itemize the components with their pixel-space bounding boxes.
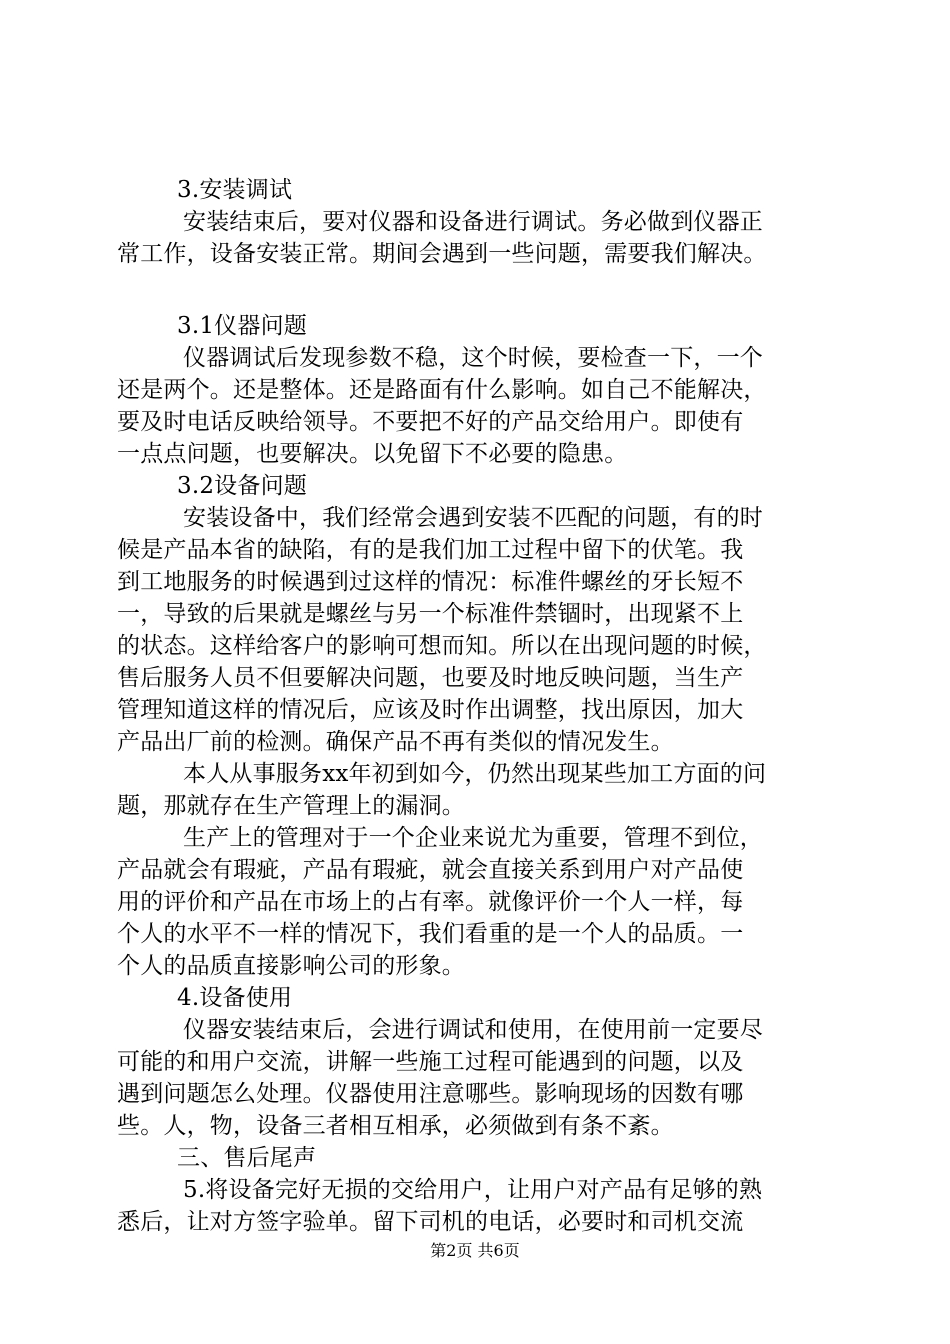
page-number: 第2页 共6页 [430,1241,520,1260]
paragraph-line: 产品出厂前的检测。确保产品不再有类似的情况发生。 [117,729,674,755]
paragraph-line: 生产上的管理对于一个企业来说尤为重要，管理不到位， [183,825,763,851]
paragraph-line: 还是两个。还是整体。还是路面有什么影响。如自己不能解决， [117,377,767,403]
paragraph-line: 安装结束后，要对仪器和设备进行调试。务必做到仪器正 [183,209,763,235]
paragraph-line: 管理知道这样的情况后，应该及时作出调整，找出原因，加大 [117,697,744,723]
paragraph-line: 一，导致的后果就是螺丝与另一个标准件禁锢时，出现紧不上 [117,601,744,627]
paragraph-line: 候是产品本省的缺陷，有的是我们加工过程中留下的伏笔。我 [117,537,744,563]
paragraph-line: 可能的和用户交流，讲解一些施工过程可能遇到的问题，以及 [117,1049,744,1075]
section-heading-4: 4.设备使用 [177,985,293,1011]
paragraph-line: 常工作，设备安装正常。期间会遇到一些问题，需要我们解决。 [117,241,767,267]
paragraph-line: 一点点问题，也要解决。以免留下不必要的隐患。 [117,441,628,467]
paragraph-line: 产品就会有瑕疵，产品有瑕疵，就会直接关系到用户对产品使 [117,857,744,883]
paragraph-gap [117,270,857,310]
paragraph-line: 售后服务人员不但要解决问题，也要及时地反映问题，当生产 [117,665,744,691]
paragraph-line: 悉后，让对方签字验单。留下司机的电话，必要时和司机交流 [117,1209,744,1235]
paragraph-line: 遇到问题怎么处理。仪器使用注意哪些。影响现场的因数有哪 [117,1081,744,1107]
paragraph-line: 本人从事服务xx年初到如今，仍然出现某些加工方面的问 [183,761,767,787]
paragraph-line: 到工地服务的时候遇到过这样的情况：标准件螺丝的牙长短不 [117,569,744,595]
paragraph-line: 个人的品质直接影响公司的形象。 [117,953,465,979]
section-heading-3-2: 3.2设备问题 [177,473,307,499]
page-footer [0,1240,950,1262]
paragraph-line: 的状态。这样给客户的影响可想而知。所以在出现问题的时候， [117,633,767,659]
paragraph-line: 安装设备中，我们经常会遇到安装不匹配的问题，有的时 [183,505,763,531]
paragraph-line: 仪器安装结束后，会进行调试和使用，在使用前一定要尽 [183,1017,763,1043]
part-heading-3: 三、售后尾声 [177,1145,317,1171]
paragraph-line: 题，那就存在生产管理上的漏洞。 [117,793,465,819]
paragraph-line: 要及时电话反映给领导。不要把不好的产品交给用户。即使有 [117,409,744,435]
section-heading-3: 3.安装调试 [177,177,293,203]
paragraph-line: 仪器调试后发现参数不稳，这个时候，要检查一下，一个 [183,345,763,371]
document-body [117,174,857,1238]
paragraph-line: 用的评价和产品在市场上的占有率。就像评价一个人一样，每 [117,889,744,915]
paragraph-line: 5.将设备完好无损的交给用户，让用户对产品有足够的熟 [183,1177,763,1203]
paragraph-line: 个人的水平不一样的情况下，我们看重的是一个人的品质。一 [117,921,744,947]
section-heading-3-1: 3.1仪器问题 [177,313,307,339]
paragraph-line: 些。人，物，设备三者相互相承，必须做到有条不紊。 [117,1113,674,1139]
